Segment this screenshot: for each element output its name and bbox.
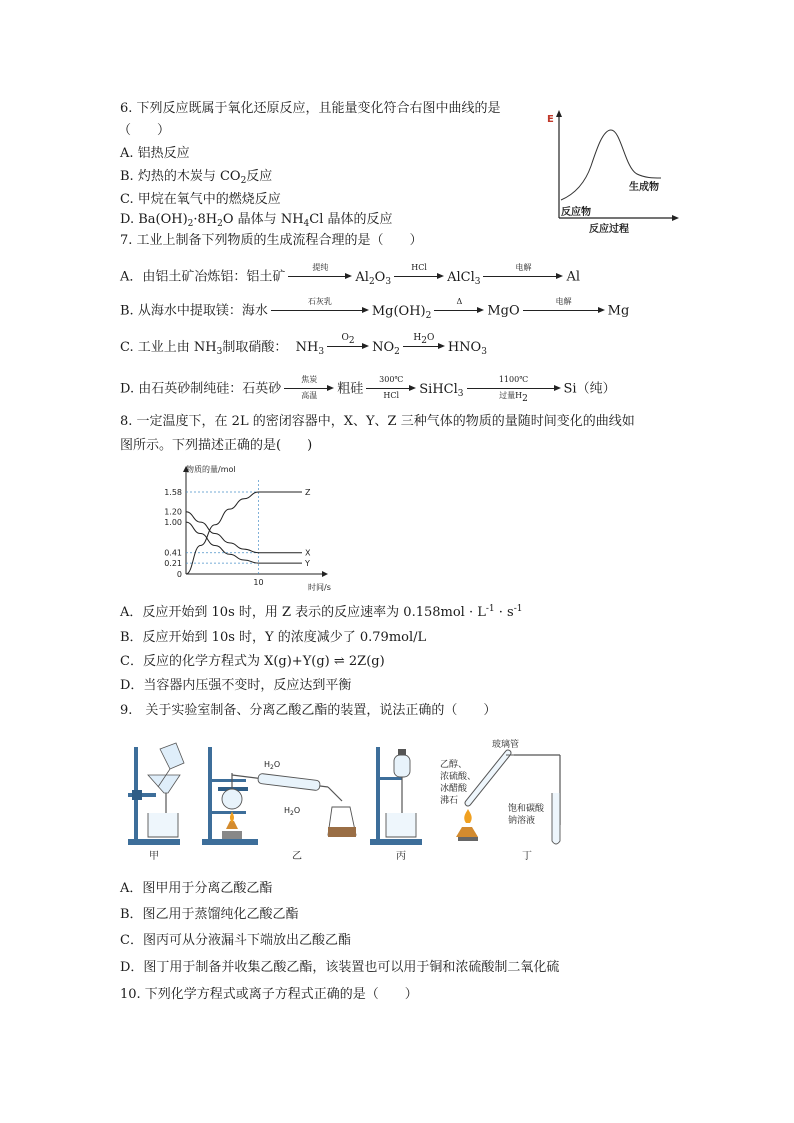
q7-stem: 7. 工业上制备下列物质的生成流程合理的是（ ）: [120, 233, 423, 248]
q6-option-c[interactable]: C. 甲烷在氧气中的燃烧反应: [120, 192, 281, 207]
energy-y-label: E: [547, 114, 554, 125]
q7-option-d[interactable]: [120, 375, 616, 404]
q8-a-sup1: -1: [485, 604, 495, 614]
chart-series-label-Y: Y: [305, 559, 310, 569]
q6-d-1: D. Ba(OH): [120, 212, 188, 227]
chart-y-tick-label: 1.58: [164, 488, 182, 498]
q7-b-cond-1: 石灰乳: [307, 297, 332, 306]
q7-c-cond-2: $H_2O$: [413, 333, 435, 346]
q7-c-prod-2: $HNO_3$: [447, 339, 487, 357]
chart-y-label: 物质的量/mol: [186, 465, 236, 474]
energy-y-arrow: [556, 110, 562, 117]
q6-d-7: Cl 晶体的反应: [309, 212, 393, 227]
q6-d-3: ·8H: [193, 212, 218, 227]
q6-stem: 6. 下列反应既属于氧化还原反应，且能量变化符合右图中曲线的是: [120, 101, 501, 116]
q8-a-text: A．反应开始到 10s 时，用 Z 表示的反应速率为 0.158mol · L: [120, 605, 486, 620]
q7-d-cond-1b: 高温: [301, 391, 318, 400]
chart-x-tick-label: 10: [253, 578, 264, 587]
q7-d-prod-3: Si（纯）: [563, 381, 616, 397]
chart-series-X: [186, 512, 302, 553]
q7-d-prod-1: 粗硅: [337, 381, 364, 397]
label-glass-tube: 玻璃管: [492, 740, 520, 750]
q7-b-cond-2: Δ: [456, 297, 463, 306]
q10-stem: 10. 下列化学方程式或离子方程式正确的是（ ）: [120, 987, 418, 1002]
q7-b-text: B. 从海水中提取镁：海水: [120, 303, 268, 319]
q7-a-arrow-1: [288, 263, 352, 288]
q7-a-arrow-3: [483, 263, 563, 288]
q7-b-prod-1: $Mg(OH)_2$: [371, 303, 432, 321]
q7-option-c[interactable]: [120, 333, 487, 359]
q8-stem-line-2: 图所示。下列描述正确的是( ): [120, 438, 313, 453]
chart-y-tick-label: 0: [176, 570, 182, 579]
q6-option-b-post: 反应: [246, 169, 273, 184]
q8-a-sup2: -1: [513, 604, 523, 614]
q6-option-d[interactable]: [120, 212, 393, 228]
q7-d-prod-2: SiHCl$_3$: [419, 381, 464, 399]
q7-b-arrow-1: [271, 297, 369, 322]
q7-d-arrow-1: [284, 375, 334, 400]
q7-b-arrow-3: [523, 297, 605, 322]
q9-stem: 9. 关于实验室制备、分离乙酸乙酯的装置，说法正确的（ ）: [120, 703, 497, 718]
apparatus-jia: [128, 743, 184, 862]
q7-c-arrow-2: [403, 333, 445, 358]
apparatus-ding: [440, 738, 560, 862]
chart-x-label: 时间/s: [308, 583, 331, 592]
q7-b-arrow-2: [434, 297, 484, 322]
q8-option-a[interactable]: [120, 605, 523, 621]
q9-apparatus-figure: [118, 735, 578, 863]
label-solution-1: 饱和碳酸: [508, 804, 545, 814]
label-reagent-4: 沸石: [440, 796, 459, 806]
q7-d-cond-1: 焦炭: [301, 375, 318, 384]
q7-c-arrow-1: [327, 333, 369, 358]
q7-a-arrow-2: [394, 263, 444, 288]
apparatus-bing: [370, 747, 422, 862]
q7-d-arrow-2: [366, 375, 416, 400]
q6-option-b-text: B. 灼热的木炭与 CO: [120, 169, 241, 184]
q7-d-cond-3b: 过量$H_2$: [499, 391, 528, 404]
q7-a-prod-3: Al: [566, 269, 581, 285]
q7-c-prod-1: $NO_2$: [372, 339, 400, 357]
chart-y-tick-label: 1.00: [164, 518, 182, 528]
label-reagent-3: 冰醋酸: [440, 784, 468, 794]
energy-reactant-label: 反应物: [561, 207, 591, 218]
q6-answer-paren: （ ）: [118, 123, 171, 138]
q6-energy-graph: [543, 108, 683, 236]
q7-a-prod-2: AlCl$_3$: [447, 269, 481, 287]
q6-option-b-sub: 2: [240, 176, 247, 186]
label-reagent-1: 乙醇、: [440, 760, 468, 770]
q7-c-start: $NH_3$: [295, 339, 325, 357]
q8-option-c[interactable]: C．反应的化学方程式为 X(g)+Y(g) ⇌ 2Z(g): [120, 654, 385, 669]
q7-a-cond-3: 电解: [515, 263, 532, 272]
q7-a-cond-1: 提纯: [312, 263, 329, 272]
q7-c-text: C. 工业上由 $NH_3$制取硝酸：: [120, 339, 288, 357]
q8-option-b[interactable]: B．反应开始到 10s 时，Y 的浓度减少了 0.79mol/L: [120, 630, 427, 645]
chart-series-label-Z: Z: [305, 488, 311, 498]
chart-x-axis-arrow: [322, 571, 328, 577]
energy-x-label: 反应过程: [589, 224, 629, 235]
q7-d-arrow-3: [467, 375, 561, 404]
q7-a-prod-1: $Al_2O_3$: [355, 269, 392, 287]
q7-option-b[interactable]: [120, 297, 630, 323]
label-bing: 丙: [396, 851, 406, 862]
q7-d-text: D. 由石英砂制纯硅：石英砂: [120, 381, 282, 397]
q7-a-text: A．由铝土矿冶炼铝：铝土矿: [120, 269, 286, 285]
label-h2o-in: $H_2O$: [264, 760, 281, 771]
apparatus-yi: [202, 747, 356, 862]
energy-x-arrow: [672, 215, 679, 221]
label-jia: 甲: [149, 851, 159, 862]
q7-b-prod-3: Mg: [607, 303, 630, 319]
q6-d-4: 2: [217, 219, 223, 229]
label-h2o-out: $H_2O$: [284, 806, 301, 817]
q9-option-c[interactable]: C．图丙可从分液漏斗下端放出乙酸乙酯: [120, 933, 351, 948]
label-solution-2: 钠溶液: [508, 816, 536, 826]
label-yi: 乙: [292, 851, 302, 862]
q7-d-cond-2: 300℃: [379, 375, 404, 384]
q7-d-cond-3: 1100℃: [498, 375, 529, 384]
chart-series-Z: [186, 492, 302, 574]
q9-option-d[interactable]: D．图丁用于制备并收集乙酸乙酯，该装置也可以用于铜和浓硫酸制二氧化硫: [120, 960, 560, 975]
chart-series-label-X: X: [305, 548, 311, 558]
q8-a-text2: · s: [494, 605, 514, 620]
q9-option-a[interactable]: A．图甲用于分离乙酸乙酯: [120, 881, 273, 896]
q8-option-d[interactable]: D．当容器内压强不变时，反应达到平衡: [120, 678, 352, 693]
chart-y-tick-label: 0.21: [164, 559, 182, 569]
label-reagent-2: 浓硫酸、: [440, 772, 477, 782]
q9-option-b[interactable]: B．图乙用于蒸馏纯化乙酸乙酯: [120, 907, 299, 922]
q6-option-a[interactable]: A. 铝热反应: [120, 146, 190, 161]
q6-d-5: O 晶体与 NH: [222, 212, 304, 227]
q8-chart: [152, 462, 342, 594]
energy-product-label: 生成物: [629, 182, 659, 193]
q7-option-a[interactable]: [120, 263, 581, 289]
q6-option-b[interactable]: [120, 169, 272, 185]
chart-y-tick-label: 1.20: [164, 507, 182, 517]
q7-c-cond-1: $O_2$: [341, 333, 355, 346]
q7-b-prod-2: MgO: [487, 303, 520, 319]
q8-stem-line-1: 8. 一定温度下，在 2L 的密闭容器中，X、Y、Z 三种气体的物质的量随时间变化的曲线如: [120, 414, 635, 429]
q7-d-cond-2b: HCl: [383, 391, 400, 400]
q7-a-cond-2: HCl: [411, 263, 427, 272]
label-ding: 丁: [522, 851, 532, 862]
q6-d-2: 2: [187, 219, 194, 229]
q6-d-6: 4: [303, 219, 310, 229]
chart-y-tick-label: 0.41: [164, 548, 182, 558]
q7-b-cond-3: 电解: [555, 297, 572, 306]
chart-series-Y: [186, 522, 302, 563]
